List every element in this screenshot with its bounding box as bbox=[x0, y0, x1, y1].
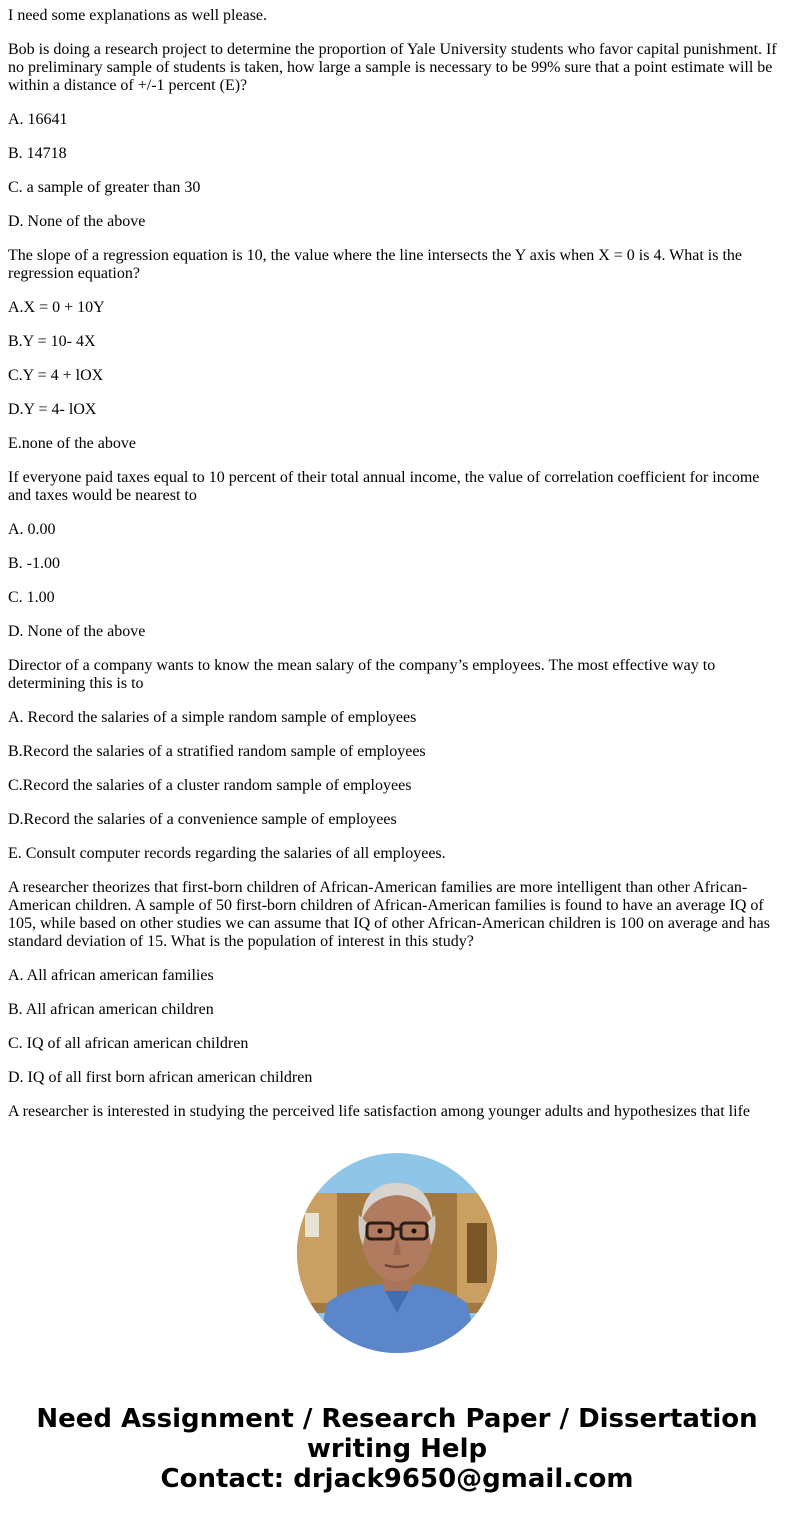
answer-option: C. IQ of all african american children bbox=[8, 1035, 249, 1052]
author-portrait bbox=[297, 1153, 497, 1353]
answer-option: D. None of the above bbox=[8, 623, 146, 640]
answer-option: D.Y = 4- lOX bbox=[8, 401, 97, 418]
question-text: A researcher theorizes that first-born children of African-American families are more intelligent than other African-American children. A sample of 50 first-born children of African-American families is found to have an average IQ of 105, while based on other studies we can assume that IQ of other African-American children is 100 on average and has standard deviation of 15. What is the population of interest in this study? bbox=[8, 879, 770, 950]
question-text: The slope of a regression equation is 10, the value where the line intersects the Y axis when X = 0 is 4. What is the regression equation? bbox=[8, 247, 743, 282]
answer-option: B.Y = 10- 4X bbox=[8, 333, 96, 350]
answer-option: A.X = 0 + 10Y bbox=[8, 299, 105, 316]
question-text: Bob is doing a research project to determine the proportion of Yale University students who favor capital punishment. If no preliminary sample of students is taken, how large a sample is necessary to be 99% sure that a point estimate will be within a distance of +/-1 percent (E)? bbox=[8, 41, 777, 94]
answer-option: C.Y = 4 + lOX bbox=[8, 367, 104, 384]
answer-option: B. All african american children bbox=[8, 1001, 214, 1018]
document-body bbox=[8, 7, 786, 1137]
answer-option: D. IQ of all first born african american children bbox=[8, 1069, 313, 1086]
question-text: If everyone paid taxes equal to 10 percent of their total annual income, the value of correlation coefficient for income and taxes would be nearest to bbox=[8, 469, 760, 504]
promo-line-1: Need Assignment / Research Paper / Dissertation bbox=[36, 1404, 758, 1434]
answer-option: A. 16641 bbox=[8, 111, 68, 128]
portrait-illustration bbox=[297, 1153, 497, 1353]
answer-option: D. None of the above bbox=[8, 213, 146, 230]
answer-option: B. 14718 bbox=[8, 145, 67, 162]
answer-option: A. All african american families bbox=[8, 967, 214, 984]
promo-contact-line: Contact: drjack9650@gmail.com bbox=[160, 1464, 634, 1494]
answer-option: B.Record the salaries of a stratified random sample of employees bbox=[8, 743, 426, 760]
answer-option: C. 1.00 bbox=[8, 589, 55, 606]
promo-line-2: writing Help bbox=[306, 1434, 488, 1464]
answer-option: B. -1.00 bbox=[8, 555, 60, 572]
answer-option: C.Record the salaries of a cluster random sample of employees bbox=[8, 777, 412, 794]
answer-option: C. a sample of greater than 30 bbox=[8, 179, 201, 196]
trailing-question-text: A researcher is interested in studying the perceived life satisfaction among younger adults and hypothesizes that life bbox=[8, 1103, 750, 1120]
answer-option: E.none of the above bbox=[8, 435, 136, 452]
question-text: Director of a company wants to know the mean salary of the company’s employees. The most effective way to determining this is to bbox=[8, 657, 716, 692]
answer-option: A. Record the salaries of a simple random sample of employees bbox=[8, 709, 417, 726]
intro-text: I need some explanations as well please. bbox=[8, 7, 268, 24]
answer-option: E. Consult computer records regarding the salaries of all employees. bbox=[8, 845, 446, 862]
promo-banner bbox=[0, 1404, 794, 1494]
answer-option: A. 0.00 bbox=[8, 521, 56, 538]
answer-option: D.Record the salaries of a convenience sample of employees bbox=[8, 811, 397, 828]
